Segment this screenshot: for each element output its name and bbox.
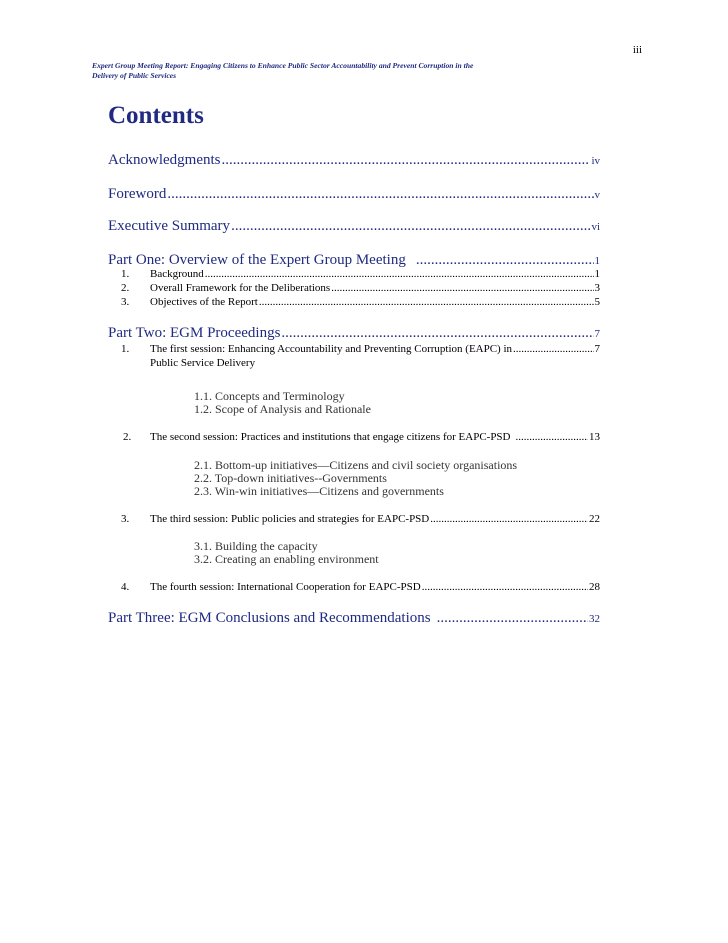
toc-subitem[interactable]: 1.2. Scope of Analysis and Rationale bbox=[194, 402, 371, 416]
leader-dots bbox=[331, 282, 593, 294]
toc-entry-label: Part One: Overview of the Expert Group Meeting bbox=[108, 252, 406, 268]
leader-dots bbox=[516, 431, 589, 443]
item-number: 2. bbox=[123, 431, 132, 443]
toc-session-3[interactable] bbox=[150, 513, 600, 525]
item-number: 1. bbox=[121, 268, 130, 280]
toc-entry-label: Background bbox=[150, 268, 204, 280]
toc-entry-page: iv bbox=[591, 155, 600, 167]
toc-session-1[interactable] bbox=[150, 343, 600, 355]
toc-entry-page: 3 bbox=[594, 282, 600, 294]
page-number: iii bbox=[632, 44, 642, 56]
toc-entry-label: Part Three: EGM Conclusions and Recommendations bbox=[108, 610, 431, 626]
toc-subitem[interactable]: 2.2. Top-down initiatives--Governments bbox=[194, 471, 387, 485]
toc-part-three[interactable] bbox=[108, 610, 600, 627]
leader-dots bbox=[259, 296, 594, 308]
toc-session-2[interactable] bbox=[150, 431, 600, 443]
toc-entry-label: The third session: Public policies and strategies for EAPC-PSD bbox=[150, 513, 430, 525]
running-header-line-2: Delivery of Public Services bbox=[92, 71, 177, 80]
toc-item-background[interactable] bbox=[150, 268, 600, 280]
toc-entry-label: Overall Framework for the Deliberations bbox=[150, 282, 331, 294]
toc-entry-page: 7 bbox=[594, 343, 600, 355]
toc-entry-page: 7 bbox=[594, 328, 600, 340]
toc-entry-page: vi bbox=[591, 221, 600, 233]
toc-entry-page: 1 bbox=[594, 255, 600, 267]
toc-entry-page: 1 bbox=[594, 268, 600, 280]
leader-dots bbox=[416, 252, 594, 269]
item-number: 3. bbox=[121, 296, 130, 308]
page-title: Contents bbox=[108, 102, 204, 129]
toc-entry-label: The fourth session: International Cooperation for EAPC-PSD bbox=[150, 581, 421, 593]
toc-entry-page: 22 bbox=[589, 513, 600, 525]
toc-entry-label: Executive Summary bbox=[108, 218, 231, 234]
toc-item-framework[interactable] bbox=[150, 282, 600, 294]
toc-entry-label: Foreword bbox=[108, 186, 167, 202]
toc-entry-executive-summary[interactable] bbox=[108, 218, 600, 235]
leader-dots bbox=[430, 513, 588, 525]
running-header-line-1: Expert Group Meeting Report: Engaging Citizens to Enhance Public Sector Accountability and Prevent Corruption in the bbox=[92, 61, 474, 70]
toc-entry-label: The second session: Practices and institutions that engage citizens for EAPC-PSD bbox=[150, 431, 511, 443]
leader-dots bbox=[221, 152, 590, 169]
leader-dots bbox=[513, 343, 593, 355]
item-number: 1. bbox=[121, 343, 130, 355]
toc-session-4[interactable] bbox=[150, 581, 600, 593]
leader-dots bbox=[205, 268, 594, 280]
toc-entry-label: Objectives of the Report bbox=[150, 296, 258, 308]
toc-subitem[interactable]: 2.1. Bottom-up initiatives—Citizens and civil society organisations bbox=[194, 458, 518, 472]
leader-dots bbox=[422, 581, 588, 593]
toc-subitem[interactable]: 3.1. Building the capacity bbox=[194, 539, 318, 553]
toc-entry-foreword[interactable] bbox=[108, 186, 600, 203]
leader-dots bbox=[167, 186, 593, 203]
toc-entry-acknowledgments[interactable] bbox=[108, 152, 600, 169]
leader-dots bbox=[437, 610, 588, 627]
toc-entry-label: The first session: Enhancing Accountability and Preventing Corruption (EAPC) in bbox=[150, 343, 513, 355]
leader-dots bbox=[231, 218, 590, 235]
item-number: 2. bbox=[121, 282, 130, 294]
toc-entry-page: 13 bbox=[589, 431, 600, 443]
toc-entry-page: 5 bbox=[594, 296, 600, 308]
toc-session-1-continuation: Public Service Delivery bbox=[150, 357, 256, 369]
toc-entry-page: v bbox=[594, 189, 600, 201]
leader-dots bbox=[281, 325, 593, 342]
toc-subitem[interactable]: 1.1. Concepts and Terminology bbox=[194, 389, 345, 403]
item-number: 3. bbox=[121, 513, 130, 525]
toc-entry-label: Part Two: EGM Proceedings bbox=[108, 325, 281, 341]
toc-entry-page: 28 bbox=[589, 581, 600, 593]
toc-entry-page: 32 bbox=[589, 613, 600, 625]
toc-entry-label: Acknowledgments bbox=[108, 152, 221, 168]
toc-part-one[interactable] bbox=[108, 252, 600, 269]
item-number: 4. bbox=[121, 581, 130, 593]
toc-subitem[interactable]: 3.2. Creating an enabling environment bbox=[194, 552, 379, 566]
toc-part-two[interactable] bbox=[108, 325, 600, 342]
toc-item-objectives[interactable] bbox=[150, 296, 600, 308]
toc-subitem[interactable]: 2.3. Win-win initiatives—Citizens and governments bbox=[194, 484, 444, 498]
